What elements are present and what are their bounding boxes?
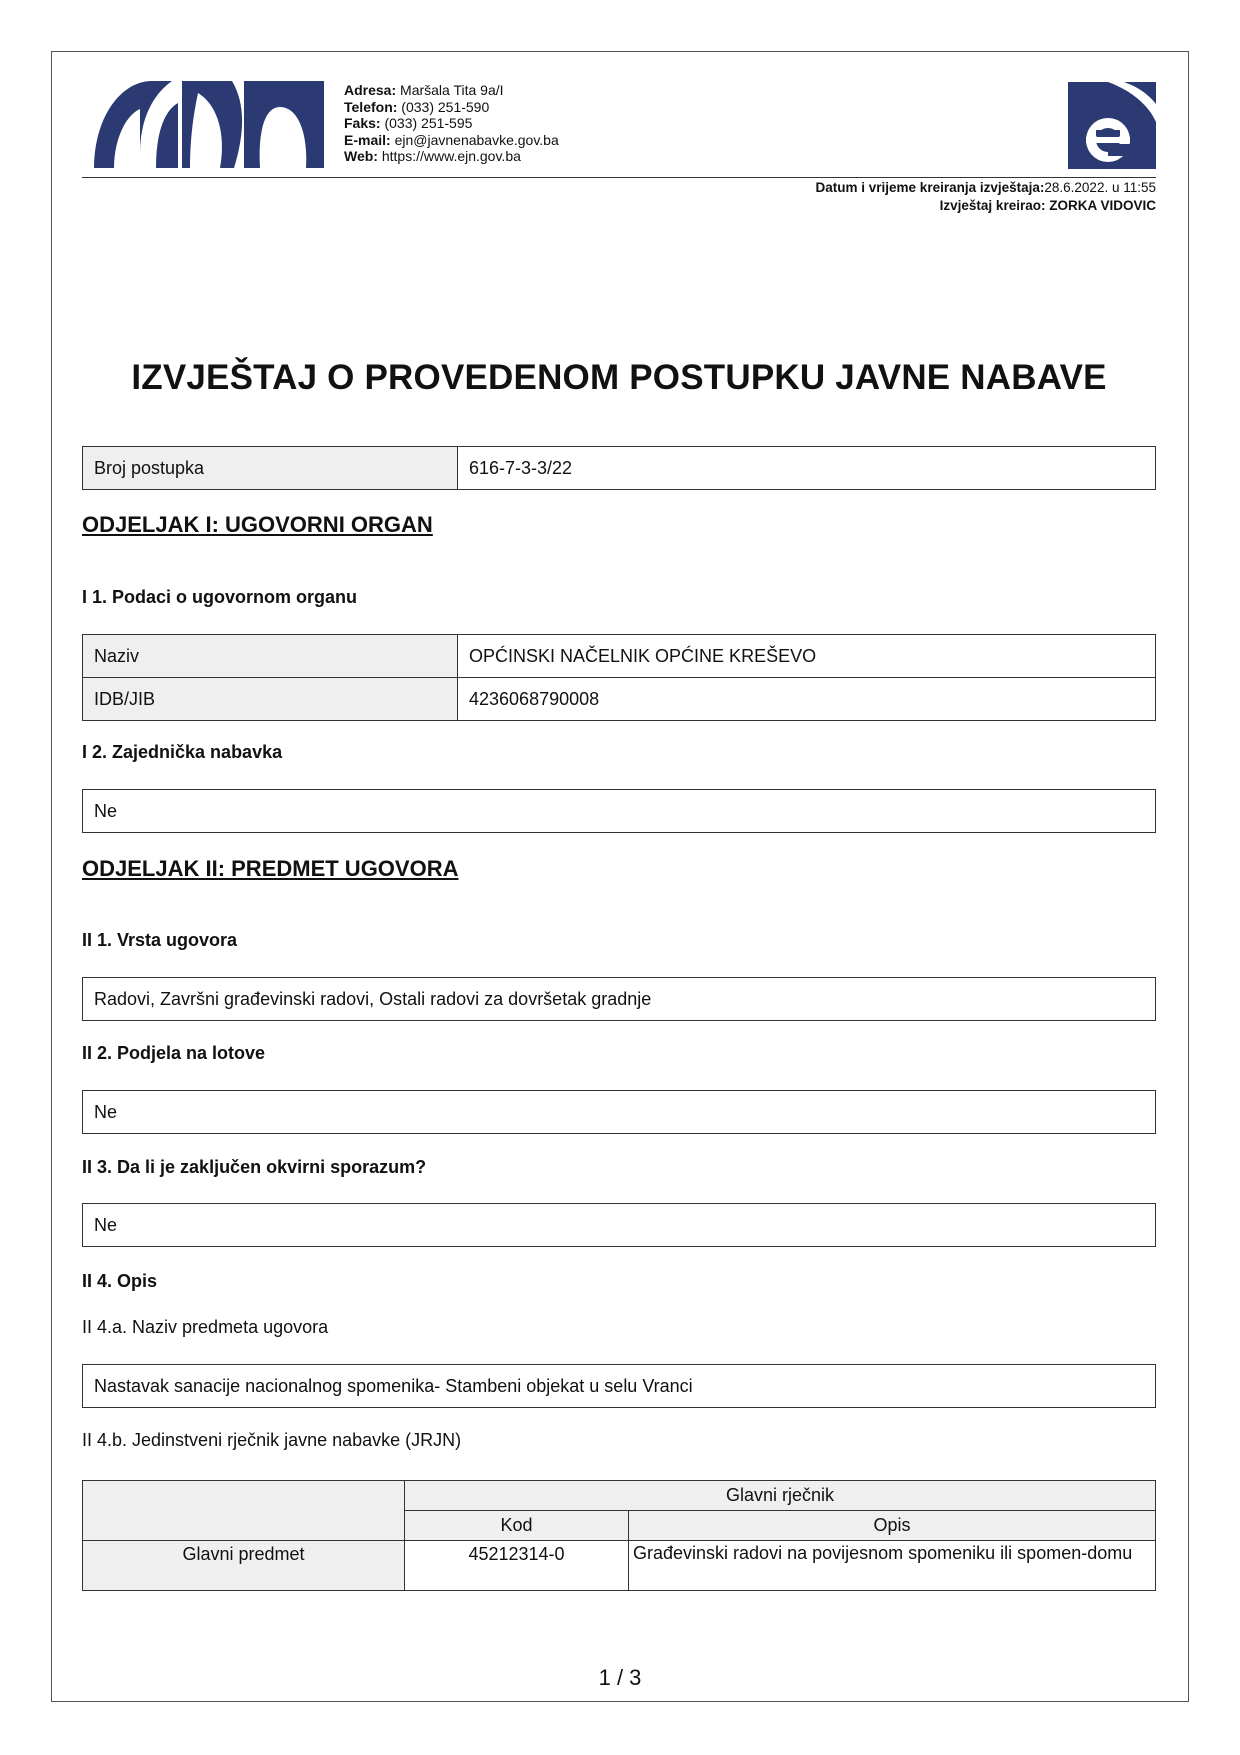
jrjn-desc: Građevinski radovi na povijesnom spomeniku ili spomen-domu: [629, 1541, 1156, 1591]
page-number: 1 / 3: [598, 1665, 642, 1690]
procedure-value: 616-7-3-3/22: [469, 457, 573, 478]
org-id-value: 4236068790008: [469, 688, 600, 709]
section-2-1-title: II 1. Vrsta ugovora: [82, 930, 238, 950]
contact-email: E-mail: ejn@javnenabavke.gov.ba: [344, 131, 559, 148]
joint-procurement-value: Ne: [82, 789, 1156, 833]
contact-web: Web: https://www.ejn.gov.ba: [344, 148, 521, 165]
jrjn-code: 45212314-0: [405, 1541, 629, 1591]
org-name-value: OPĆINSKI NAČELNIK OPĆINE KREŠEVO: [469, 645, 817, 666]
report-meta: [816, 179, 1156, 215]
contact-address: Adresa: Maršala Tita 9a/I: [344, 82, 504, 98]
jrjn-empty-corner: [83, 1481, 405, 1541]
jrjn-row-label: Glavni predmet: [83, 1541, 405, 1591]
framework-value: Ne: [82, 1203, 1156, 1247]
jrjn-table: [82, 1480, 1156, 1591]
page-title: IZVJEŠTAJ O PROVEDENOM POSTUPKU JAVNE NABAVE: [131, 358, 1107, 397]
ejn-logo-icon: [94, 81, 324, 168]
jrjn-row: [83, 1541, 1156, 1591]
section-1-1-title: I 1. Podaci o ugovornom organu: [82, 587, 358, 607]
e-logo-icon: [1068, 82, 1156, 169]
section-1-2-title: I 2. Zajednička nabavka: [82, 742, 283, 762]
section-2-4-title: II 4. Opis: [82, 1271, 158, 1291]
header-divider: [82, 177, 1156, 178]
contact-fax: Faks: (033) 251-595: [344, 115, 473, 132]
section-2-3-title: II 3. Da li je zaključen okvirni sporazum?: [82, 1157, 427, 1177]
lots-value: Ne: [82, 1090, 1156, 1134]
jrjn-col-desc: Opis: [629, 1511, 1156, 1541]
jrjn-group-header: Glavni rječnik: [405, 1481, 1156, 1511]
contract-subject-value: Nastavak sanacije nacionalnog spomenika- Stambeni objekat u selu Vranci: [82, 1364, 1156, 1408]
org-row-id: [83, 677, 1155, 720]
org-id-label: IDB/JIB: [83, 678, 458, 720]
procedure-label: Broj postupka: [83, 447, 458, 489]
section-2-2-title: II 2. Podjela na lotove: [82, 1043, 266, 1063]
contact-info: [344, 82, 559, 165]
created-by: Izvještaj kreirao: ZORKA VIDOVIC: [939, 198, 1156, 213]
procedure-table: [82, 446, 1156, 490]
section-1-heading: ODJELJAK I: UGOVORNI ORGAN: [82, 512, 433, 537]
jrjn-col-code: Kod: [405, 1511, 629, 1541]
contact-phone: Telefon: (033) 251-590: [344, 98, 490, 115]
org-table: [82, 634, 1156, 721]
section-2-4a-title: II 4.a. Naziv predmeta ugovora: [82, 1317, 329, 1337]
contract-type-value: Radovi, Završni građevinski radovi, Ostali radovi za dovršetak gradnje: [82, 977, 1156, 1021]
org-row-name: [83, 635, 1155, 677]
created-datetime: Datum i vrijeme kreiranja izvještaja:28.6.2022. u 11:55: [815, 180, 1156, 195]
section-2-4b-title: II 4.b. Jedinstveni rječnik javne nabavke (JRJN): [82, 1430, 462, 1450]
org-name-label: Naziv: [83, 635, 458, 677]
section-2-heading: ODJELJAK II: PREDMET UGOVORA: [82, 856, 459, 881]
procedure-row: [83, 447, 1155, 489]
